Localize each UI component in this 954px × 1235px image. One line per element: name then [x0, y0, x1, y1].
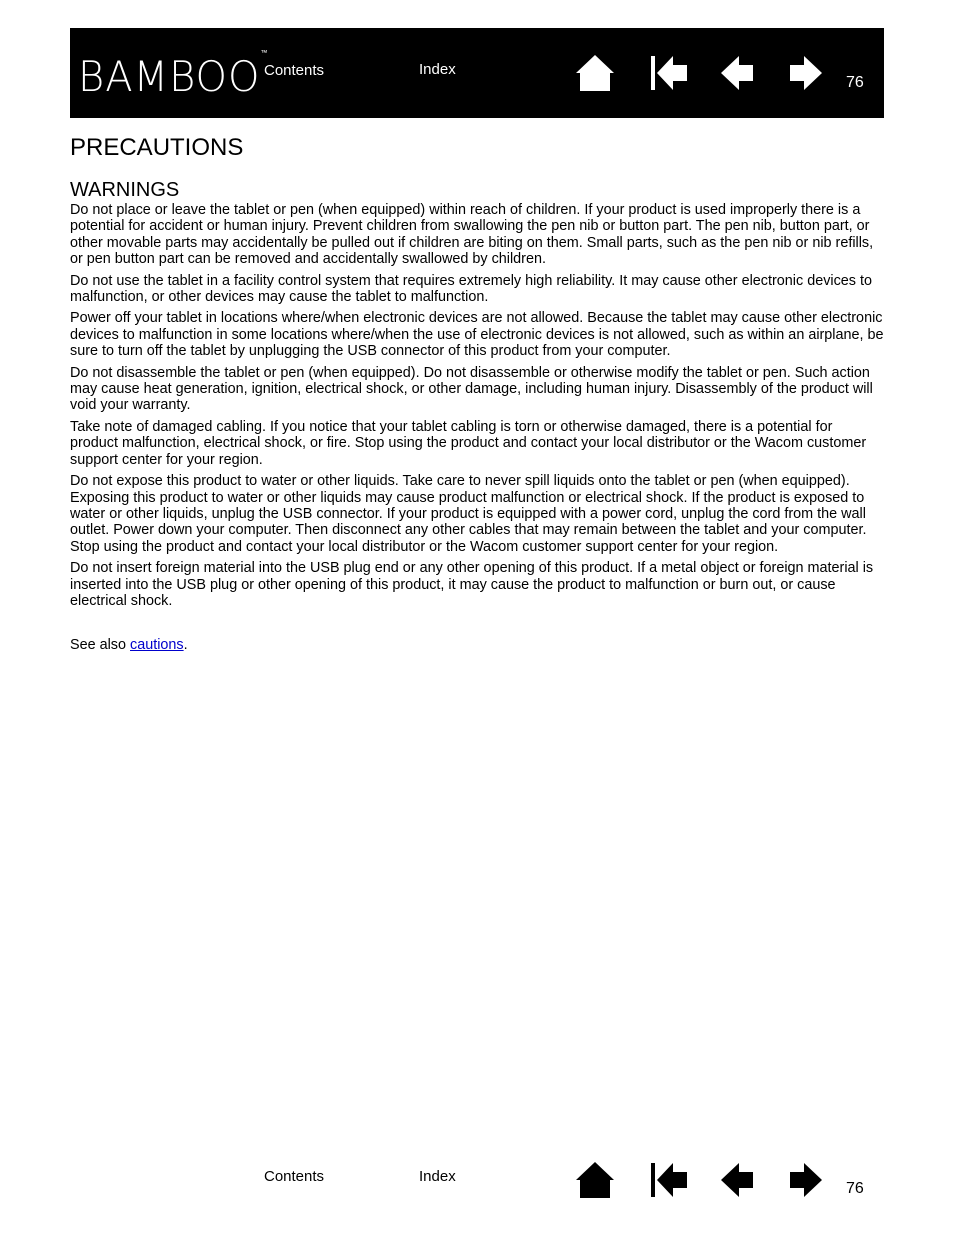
- page-number: 76: [846, 74, 864, 91]
- section-title: WARNINGS: [70, 179, 180, 201]
- contents-link[interactable]: Contents: [264, 62, 325, 79]
- see-also-line: [70, 637, 884, 653]
- first-page-icon[interactable]: [649, 53, 689, 93]
- main-content: [70, 134, 884, 659]
- header-bar: [70, 28, 884, 118]
- warning-paragraph: Do not disassemble the tablet or pen (when equipped). Do not disassemble or otherwise modify the tablet or pen. Such action may cause heat generation, ignition, electrical shock, or other damage, including human injury. Disassembly of the product will void your warranty.: [70, 364, 873, 414]
- page-title: PRECAUTIONS: [70, 134, 244, 161]
- index-link[interactable]: Index: [419, 61, 456, 78]
- next-page-icon[interactable]: [785, 53, 825, 93]
- warning-paragraph: Do not insert foreign material into the USB plug end or any other opening of this product. If a metal object or foreign material is inserted into the USB plug or other opening of this product, it may cause the product to malfunction or burn out, or cause electrical shock.: [70, 560, 874, 609]
- previous-page-icon[interactable]: [718, 53, 758, 93]
- home-icon[interactable]: [575, 53, 615, 93]
- previous-page-icon[interactable]: [718, 1160, 758, 1200]
- warning-paragraph: Take note of damaged cabling. If you notice that your tablet cabling is torn or otherwise damaged, there is a potential for product malfunction, electrical shock, or fire. Stop using the product and contact your local distributor or the Wacom customer support center for your region.: [70, 418, 867, 468]
- home-icon[interactable]: [575, 1160, 615, 1200]
- see-also-prefix: See also: [70, 637, 131, 654]
- see-also-suffix: .: [183, 637, 188, 654]
- first-page-icon[interactable]: [649, 1160, 689, 1200]
- footer-index-link[interactable]: Index: [419, 1168, 456, 1185]
- warning-paragraph: Do not use the tablet in a facility control system that requires extremely high reliability. It may cause other electronic devices to malfunction, or other devices may cause the tablet to malfunction.: [70, 272, 872, 306]
- bamboo-logo: [78, 48, 268, 102]
- footer-contents-link[interactable]: Contents: [264, 1168, 325, 1185]
- footer-bar: [70, 1158, 884, 1202]
- logo-text: BAMBOO: [78, 53, 261, 102]
- footer-page-number: 76: [846, 1180, 864, 1197]
- warning-paragraph: Do not expose this product to water or other liquids. Take care to never spill liquids onto the tablet or pen (when equipped). Exposing this product to water or other liquids may cause product malfunction or electrical shock. If the product is exposed to water or other liquids, unplug the USB connector. If your product is equipped with a power cord, unplug the cord from the wall outlet. Power down your computer. Then disconnect any other cables that may remain between the tablet and your computer. Stop using the product and contact your local distributor or the Wacom customer support center for your region.: [70, 473, 867, 555]
- logo-trademark: ™: [260, 48, 268, 58]
- warning-paragraph: Do not place or leave the tablet or pen (when equipped) within reach of children. If your product is used improperly there is a potential for accident or human injury. Prevent children from swallowing the pen nib or button part. The pen nib, button part, or other movable parts may accidentally be pulled out if children are biting on them. Small parts, such as the pen nib or nib refills, or pen button part can be removed and accidentally swallowed by children.: [70, 202, 874, 268]
- warning-paragraph: Power off your tablet in locations where/when electronic devices are not allowed. Because the tablet may cause other electronic devices to malfunction in some locations where/when the use of electronic devices is not allowed, such as within an airplane, be sure to turn off the tablet by unplugging the USB connector of this product from your computer.: [70, 310, 884, 360]
- next-page-icon[interactable]: [785, 1160, 825, 1200]
- cautions-link[interactable]: cautions: [130, 637, 184, 654]
